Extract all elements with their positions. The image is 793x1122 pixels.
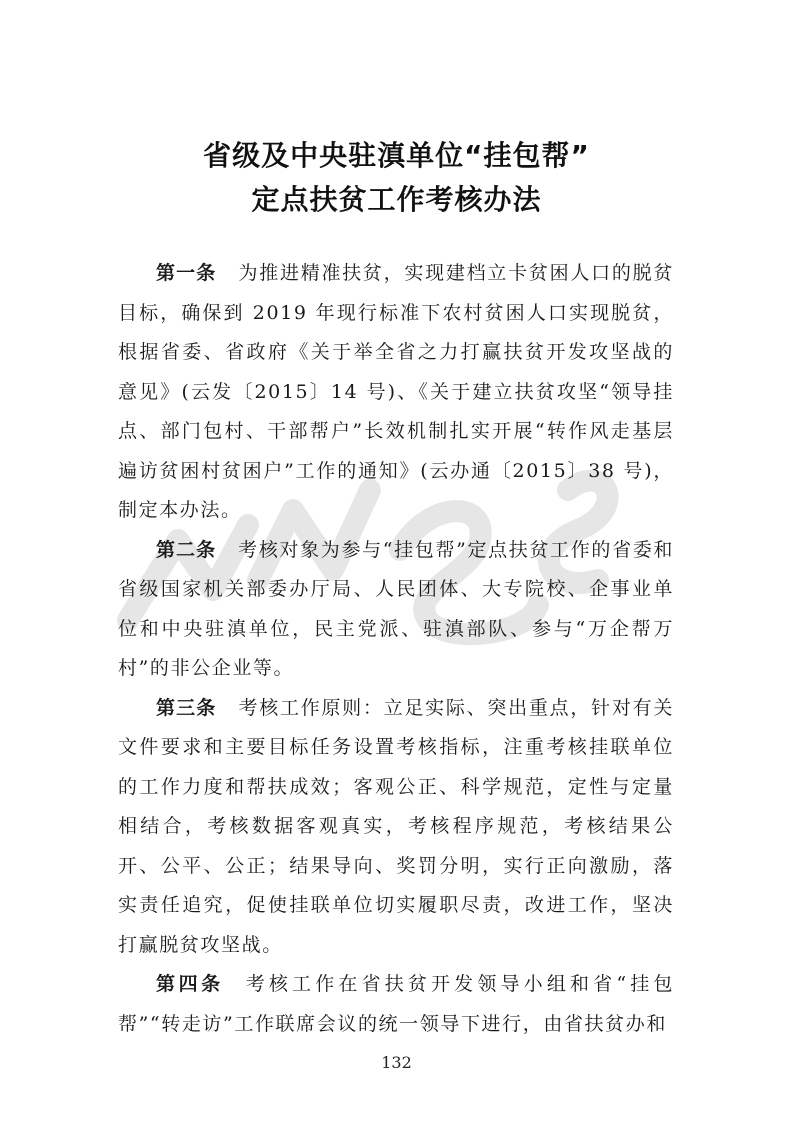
title-line-2: 定点扶贫工作考核办法 [251,183,542,216]
article-4 [118,965,674,1044]
article-3-label: 第三条 [156,696,217,719]
document-title [0,134,793,222]
article-4-text: 考核工作在省扶贫开发领导小组和省“挂包帮”“转走访”工作联席会议的统一领导下进行，由省扶贫办和 [118,973,674,1035]
title-line-1: 省级及中央驻滇单位“挂包帮” [203,139,590,172]
article-2-text: 考核对象为参与“挂包帮”定点扶贫工作的省委和省级国家机关部委办厅局、人民团体、大专院校、企事业单位和中央驻滇单位，民主党派、驻滇部队、参与“万企帮万村”的非公企业等。 [118,538,674,679]
article-1-text: 为推进精准扶贫，实现建档立卡贫困人口的脱贫目标，确保到 2019 年现行标准下农村贫困人口实现脱贫，根据省委、省政府《关于举全省之力打赢扶贫开发攻坚战的意见》(云发〔2015〕14 号)、《关于建立扶贫攻坚“领导挂点、部门包村、干部帮户”长效机制扎实开展“转作风走基层遍访贫困村贫困户”工作的通知》(云办通〔2015〕38 号)，制定本办法。 [118,262,674,521]
article-3 [118,689,674,966]
article-2 [118,531,674,689]
article-2-label: 第二条 [156,538,217,561]
article-1-label: 第一条 [156,262,217,284]
article-3-text: 考核工作原则：立足实际、突出重点，针对有关文件要求和主要目标任务设置考核指标，注重考核挂联单位的工作力度和帮扶成效；客观公正、科学规范，定性与定量相结合，考核数据客观真实，考核程序规范，考核结果公开、公平、公正；结果导向、奖罚分明，实行正向激励，落实责任追究，促使挂联单位切实履职尽责，改进工作，坚决打赢脱贫攻坚战。 [118,696,674,956]
document-body [118,254,674,1044]
page-number: 132 [381,1053,412,1072]
article-4-label: 第四条 [156,973,224,995]
article-1 [118,254,674,531]
